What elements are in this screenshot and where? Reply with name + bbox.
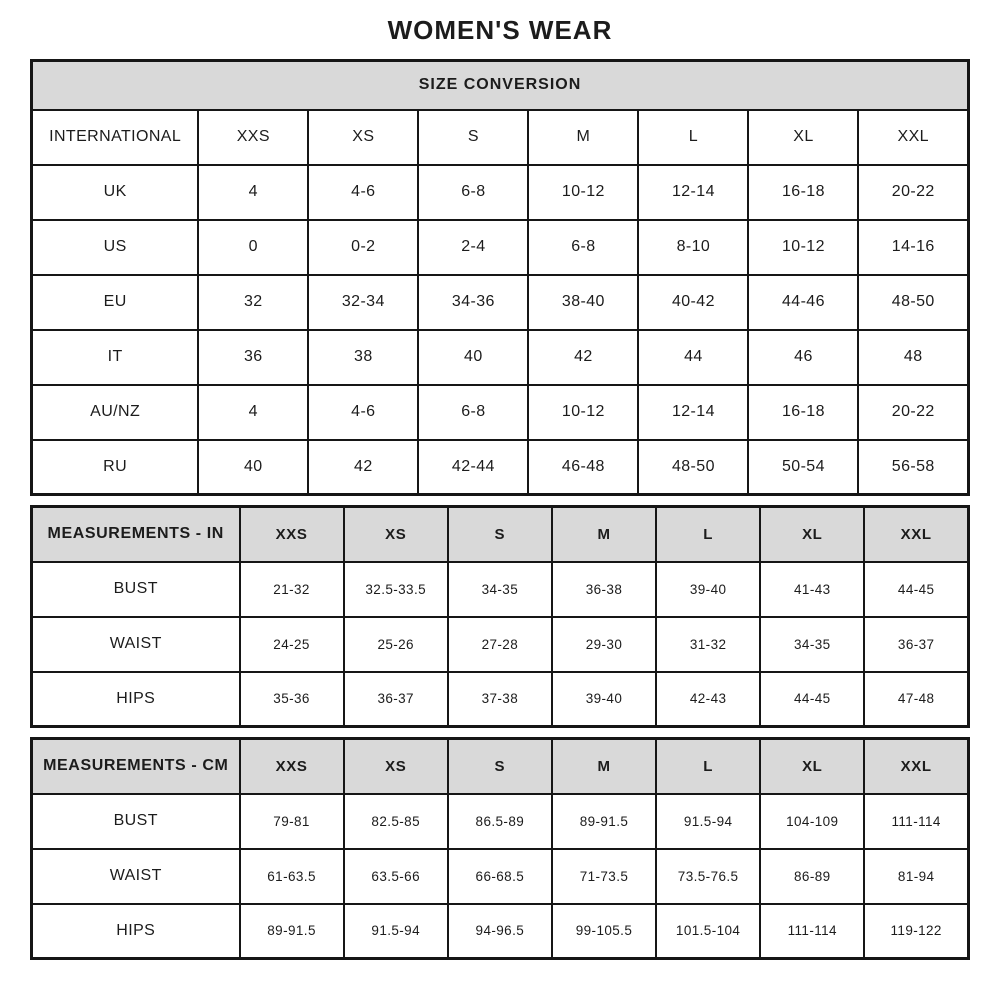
size-value-cell: 16-18 [748, 385, 858, 440]
size-column-header: S [418, 110, 528, 165]
table-title-cell: SIZE CONVERSION [32, 61, 969, 110]
size-column-header: M [552, 507, 656, 562]
size-value-cell: 25-26 [344, 617, 448, 672]
row-label: RU [32, 440, 199, 495]
size-value-cell: 12-14 [638, 165, 748, 220]
size-column-header: XS [308, 110, 418, 165]
size-value-cell: 40 [198, 440, 308, 495]
size-value-cell: 86.5-89 [448, 794, 552, 849]
size-value-cell: 34-36 [418, 275, 528, 330]
size-value-cell: 32 [198, 275, 308, 330]
size-value-cell: 44-45 [864, 562, 968, 617]
size-value-cell: 27-28 [448, 617, 552, 672]
size-value-cell: 20-22 [858, 165, 968, 220]
size-value-cell: 73.5-76.5 [656, 849, 760, 904]
row-label: AU/NZ [32, 385, 199, 440]
size-value-cell: 38 [308, 330, 418, 385]
size-value-cell: 36-37 [344, 672, 448, 727]
row-group-header: MEASUREMENTS - CM [32, 739, 240, 794]
size-value-cell: 82.5-85 [344, 794, 448, 849]
size-column-header: XS [344, 739, 448, 794]
size-value-cell: 46 [748, 330, 858, 385]
table-banner-row [32, 61, 969, 110]
size-value-cell: 16-18 [748, 165, 858, 220]
size-value-cell: 39-40 [552, 672, 656, 727]
size-column-header: S [448, 507, 552, 562]
size-value-cell: 101.5-104 [656, 904, 760, 959]
size-value-cell: 36-38 [552, 562, 656, 617]
size-column-header: M [528, 110, 638, 165]
table-row [32, 617, 969, 672]
size-value-cell: 36 [198, 330, 308, 385]
size-value-cell: 81-94 [864, 849, 968, 904]
size-column-header: XS [344, 507, 448, 562]
size-column-header: XXL [864, 507, 968, 562]
size-column-header: L [656, 507, 760, 562]
size-value-cell: 94-96.5 [448, 904, 552, 959]
row-label: WAIST [32, 617, 240, 672]
size-value-cell: 99-105.5 [552, 904, 656, 959]
size-value-cell: 104-109 [760, 794, 864, 849]
row-label: US [32, 220, 199, 275]
table-header-row [32, 507, 969, 562]
size-value-cell: 111-114 [864, 794, 968, 849]
size-value-cell: 63.5-66 [344, 849, 448, 904]
size-value-cell: 86-89 [760, 849, 864, 904]
row-label: EU [32, 275, 199, 330]
size-value-cell: 6-8 [418, 165, 528, 220]
size-column-header: M [552, 739, 656, 794]
page-title: WOMEN'S WEAR [387, 15, 613, 45]
size-value-cell: 40 [418, 330, 528, 385]
size-value-cell: 119-122 [864, 904, 968, 959]
table-row [32, 275, 969, 330]
size-column-header: XXL [864, 739, 968, 794]
row-label: UK [32, 165, 199, 220]
row-label: BUST [32, 562, 240, 617]
size-value-cell: 21-32 [240, 562, 344, 617]
table-header-row [32, 739, 969, 794]
size-value-cell: 46-48 [528, 440, 638, 495]
size-value-cell: 2-4 [418, 220, 528, 275]
size-value-cell: 89-91.5 [552, 794, 656, 849]
size-value-cell: 6-8 [528, 220, 638, 275]
size-value-cell: 39-40 [656, 562, 760, 617]
size-value-cell: 41-43 [760, 562, 864, 617]
size-value-cell: 10-12 [528, 385, 638, 440]
size-value-cell: 0-2 [308, 220, 418, 275]
size-value-cell: 10-12 [748, 220, 858, 275]
size-conversion-table [30, 59, 970, 496]
size-column-header: XXS [240, 739, 344, 794]
size-value-cell: 34-35 [760, 617, 864, 672]
size-value-cell: 31-32 [656, 617, 760, 672]
size-value-cell: 42-43 [656, 672, 760, 727]
size-value-cell: 48-50 [638, 440, 748, 495]
size-value-cell: 91.5-94 [656, 794, 760, 849]
row-group-header: MEASUREMENTS - IN [32, 507, 240, 562]
measurements-cm-table [30, 737, 970, 960]
size-value-cell: 6-8 [418, 385, 528, 440]
size-value-cell: 89-91.5 [240, 904, 344, 959]
size-column-header: XXS [198, 110, 308, 165]
size-value-cell: 14-16 [858, 220, 968, 275]
size-value-cell: 42 [528, 330, 638, 385]
size-value-cell: 50-54 [748, 440, 858, 495]
size-value-cell: 79-81 [240, 794, 344, 849]
size-value-cell: 8-10 [638, 220, 748, 275]
row-label: IT [32, 330, 199, 385]
size-value-cell: 24-25 [240, 617, 344, 672]
row-label: HIPS [32, 904, 240, 959]
size-value-cell: 10-12 [528, 165, 638, 220]
size-column-header: S [448, 739, 552, 794]
size-value-cell: 35-36 [240, 672, 344, 727]
table-row [32, 849, 969, 904]
size-value-cell: 48 [858, 330, 968, 385]
table-row [32, 330, 969, 385]
size-value-cell: 29-30 [552, 617, 656, 672]
size-column-header: XXL [858, 110, 968, 165]
size-value-cell: 36-37 [864, 617, 968, 672]
size-value-cell: 4 [198, 165, 308, 220]
size-column-header: XL [760, 507, 864, 562]
size-value-cell: 32.5-33.5 [344, 562, 448, 617]
row-label: WAIST [32, 849, 240, 904]
size-value-cell: 42 [308, 440, 418, 495]
size-column-header: XL [760, 739, 864, 794]
table-row [32, 672, 969, 727]
size-value-cell: 48-50 [858, 275, 968, 330]
table-header-row [32, 110, 969, 165]
row-group-header: INTERNATIONAL [32, 110, 199, 165]
size-value-cell: 37-38 [448, 672, 552, 727]
measurements-in-table [30, 505, 970, 728]
size-value-cell: 42-44 [418, 440, 528, 495]
size-value-cell: 44-46 [748, 275, 858, 330]
size-value-cell: 38-40 [528, 275, 638, 330]
size-value-cell: 56-58 [858, 440, 968, 495]
size-value-cell: 44 [638, 330, 748, 385]
size-value-cell: 0 [198, 220, 308, 275]
size-column-header: L [656, 739, 760, 794]
size-value-cell: 61-63.5 [240, 849, 344, 904]
size-value-cell: 4-6 [308, 165, 418, 220]
size-column-header: XXS [240, 507, 344, 562]
size-value-cell: 20-22 [858, 385, 968, 440]
row-label: HIPS [32, 672, 240, 727]
size-value-cell: 4 [198, 385, 308, 440]
row-label: BUST [32, 794, 240, 849]
table-row [32, 904, 969, 959]
size-value-cell: 40-42 [638, 275, 748, 330]
size-value-cell: 66-68.5 [448, 849, 552, 904]
table-row [32, 165, 969, 220]
size-value-cell: 44-45 [760, 672, 864, 727]
table-row [32, 220, 969, 275]
table-row [32, 562, 969, 617]
table-row [32, 440, 969, 495]
size-value-cell: 4-6 [308, 385, 418, 440]
size-value-cell: 71-73.5 [552, 849, 656, 904]
size-value-cell: 34-35 [448, 562, 552, 617]
size-value-cell: 12-14 [638, 385, 748, 440]
size-value-cell: 91.5-94 [344, 904, 448, 959]
size-value-cell: 47-48 [864, 672, 968, 727]
size-column-header: L [638, 110, 748, 165]
size-value-cell: 32-34 [308, 275, 418, 330]
table-row [32, 794, 969, 849]
size-column-header: XL [748, 110, 858, 165]
size-value-cell: 111-114 [760, 904, 864, 959]
table-row [32, 385, 969, 440]
